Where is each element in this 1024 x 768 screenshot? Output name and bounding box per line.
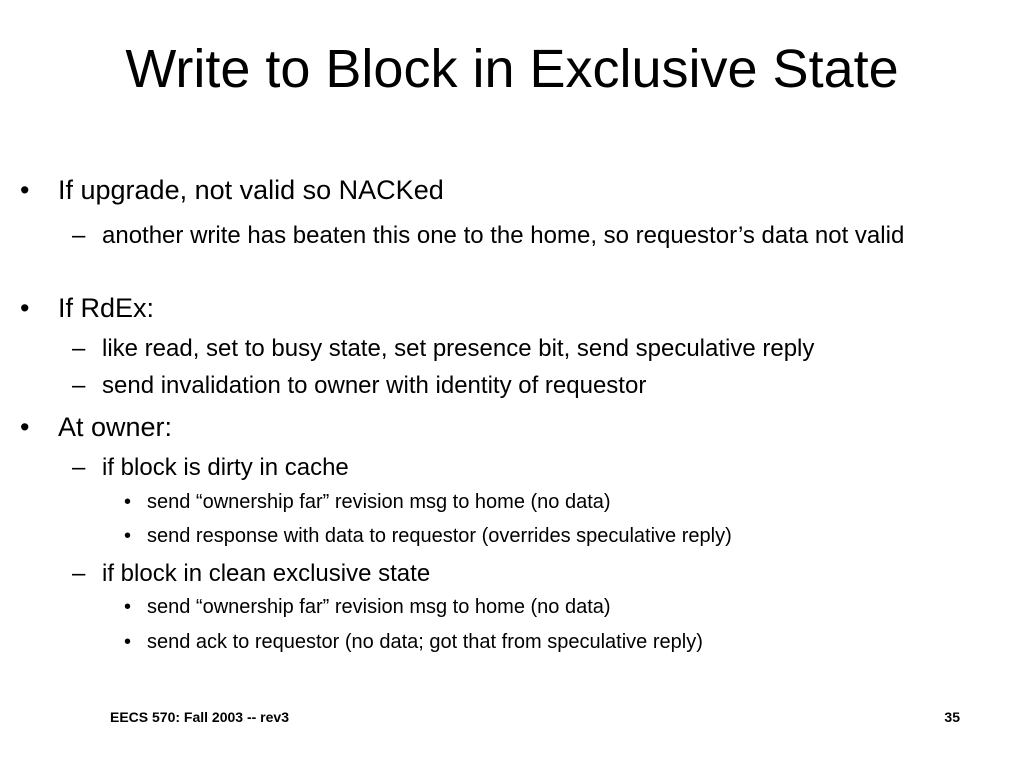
- small-bullet-marker: •: [124, 631, 132, 653]
- dash-marker: –: [72, 222, 86, 249]
- dash-marker: –: [72, 560, 86, 587]
- dash-marker: –: [72, 454, 86, 481]
- bullet-marker: •: [20, 412, 30, 442]
- sub-sub-bullet-text: send “ownership far” revision msg to home (no data): [147, 596, 611, 618]
- sub-bullet-text: if block is dirty in cache: [102, 454, 349, 481]
- small-bullet-marker: •: [124, 596, 132, 618]
- bullet-marker: •: [20, 175, 30, 205]
- dash-marker: –: [72, 372, 86, 399]
- sub-bullet-text: if block in clean exclusive state: [102, 560, 431, 587]
- sub-bullet-text: send invalidation to owner with identity of requestor: [102, 372, 647, 399]
- small-bullet-marker: •: [124, 525, 132, 547]
- footer-page-number: 35: [944, 709, 960, 725]
- sub-bullet-text: like read, set to busy state, set presence bit, send speculative reply: [102, 335, 815, 362]
- sub-sub-bullet-text: send response with data to requestor (overrides speculative reply): [147, 525, 732, 547]
- bullet-text: If RdEx:: [58, 293, 155, 323]
- sub-sub-bullet-text: send “ownership far” revision msg to home (no data): [147, 491, 611, 513]
- footer-course: EECS 570: Fall 2003 -- rev3: [110, 709, 289, 725]
- small-bullet-marker: •: [124, 491, 132, 513]
- sub-sub-bullet-text: send ack to requestor (no data; got that from speculative reply): [147, 631, 703, 653]
- bullet-text: If upgrade, not valid so NACKed: [58, 175, 444, 205]
- bullet-marker: •: [20, 293, 30, 323]
- slide-title: Write to Block in Exclusive State: [125, 39, 899, 99]
- sub-bullet-text: another write has beaten this one to the home, so requestor’s data not valid: [102, 222, 905, 249]
- bullet-text: At owner:: [58, 412, 173, 442]
- dash-marker: –: [72, 335, 86, 362]
